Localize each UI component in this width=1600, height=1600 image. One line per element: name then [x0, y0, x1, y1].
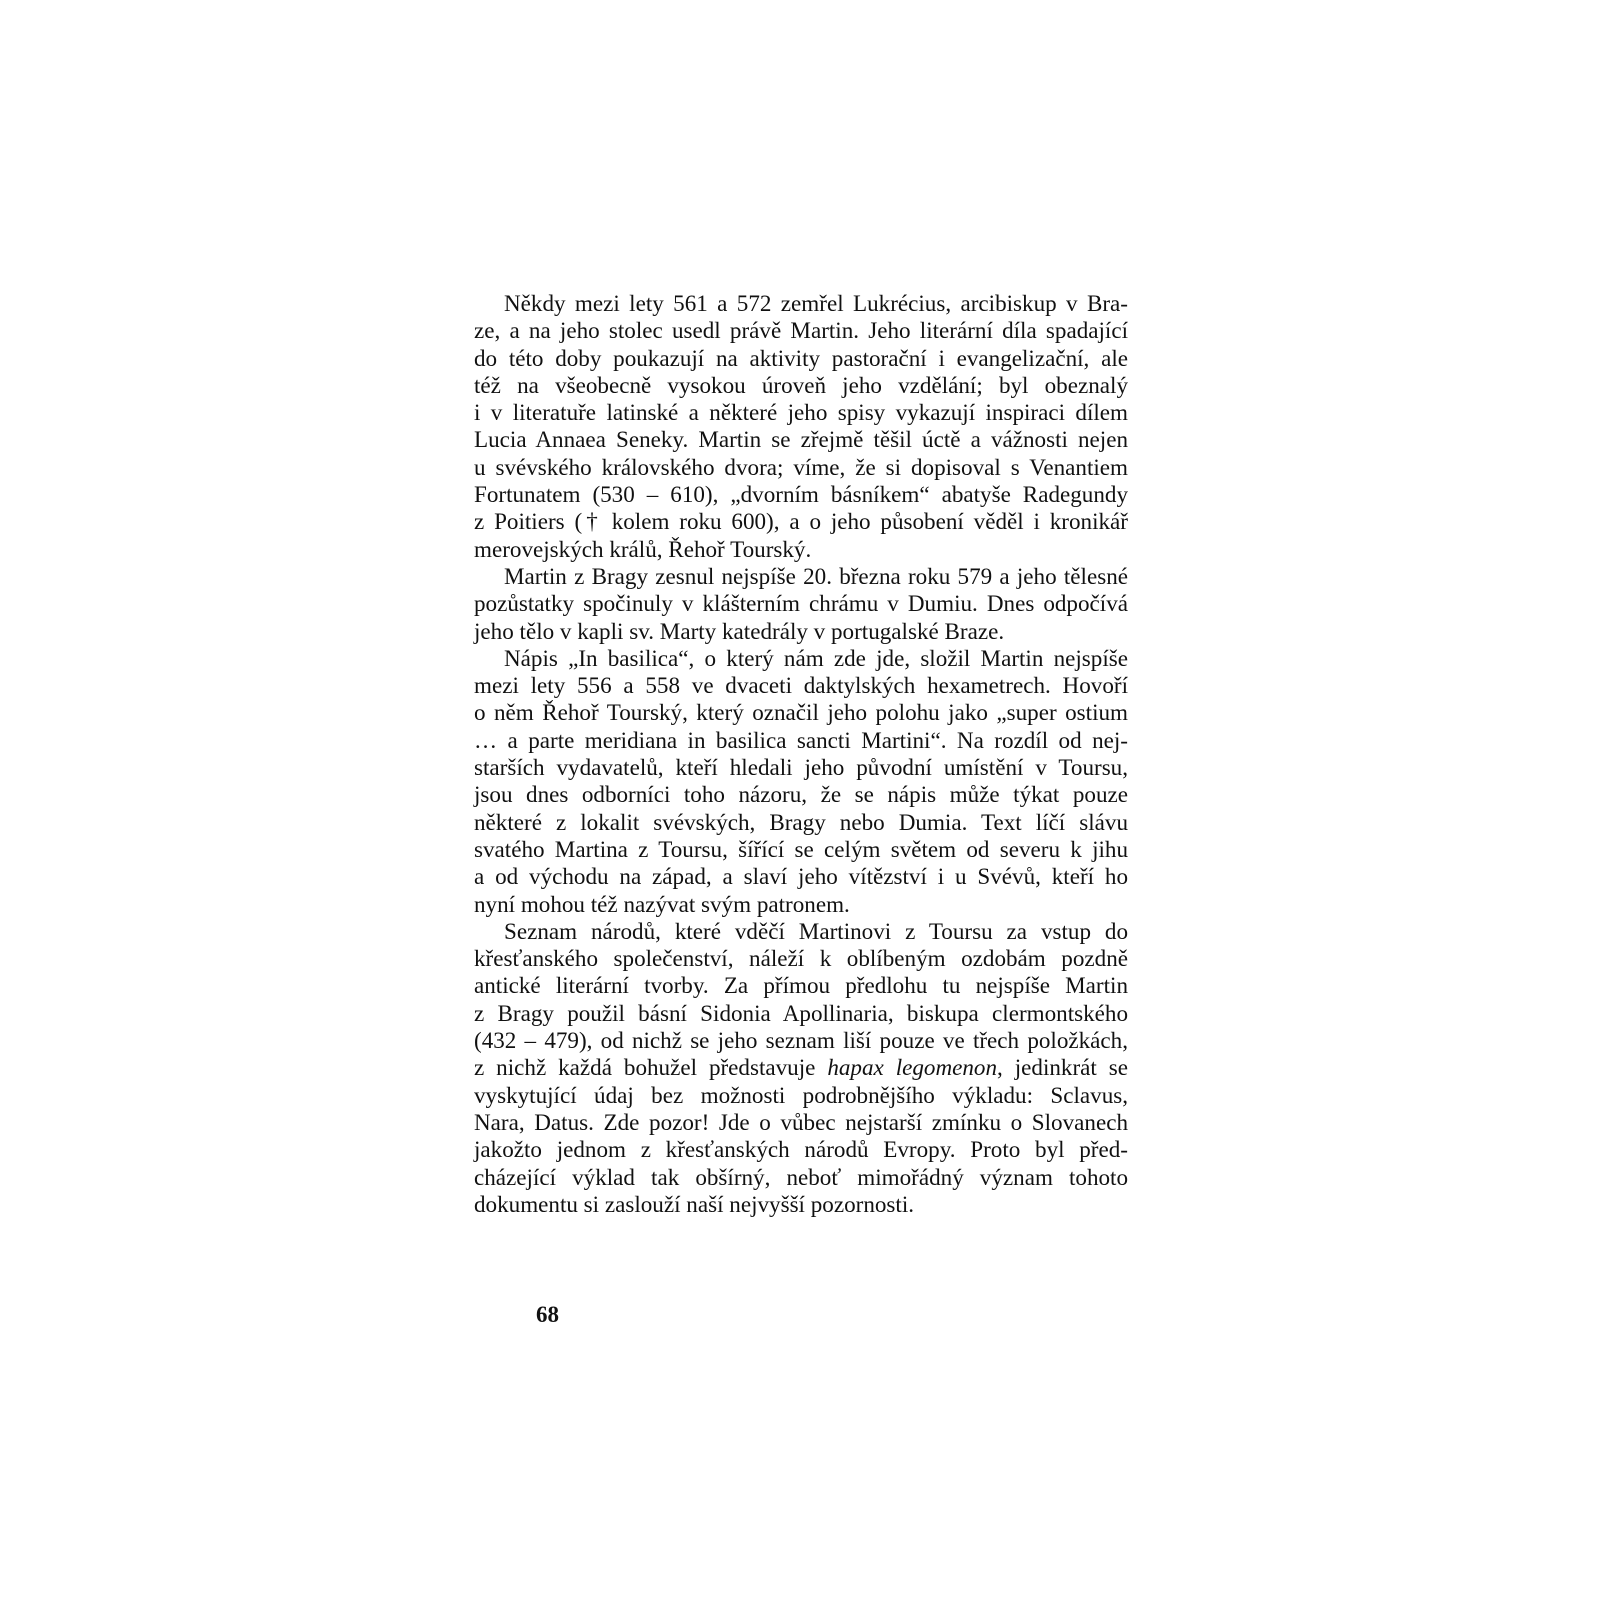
paragraph [474, 290, 1128, 563]
text-line: Nara, Datus. Zde pozor! Jde o vůbec nejstarší zmínku o Slovanech [474, 1108, 1128, 1135]
text-line: svatého Martina z Toursu, šířící se celým světem od severu k jihu [474, 835, 1128, 862]
text-line: do této doby poukazují na aktivity pastorační i evangelizační, ale [474, 344, 1128, 371]
text-line: cházející výklad tak obšírný, neboť mimořádný význam tohoto [474, 1163, 1128, 1190]
text-line: křesťanského společenství, náleží k oblíbeným ozdobám pozdně [474, 945, 1128, 972]
text-line: Fortunatem (530 – 610), „dvorním básníkem“ abatyše Radegundy [474, 481, 1128, 508]
text-line: o něm Řehoř Tourský, který označil jeho polohu jako „super ostium [474, 699, 1128, 726]
text-line: z Bragy použil básní Sidonia Apollinaria, biskupa clermontského [474, 999, 1128, 1026]
body-text [474, 290, 1128, 1218]
text-line: mezi lety 556 a 558 ve dvaceti daktylských hexametrech. Hovoří [474, 672, 1128, 699]
text-line: (432 – 479), od nichž se jeho seznam liší pouze ve třech položkách, [474, 1027, 1128, 1054]
text-line: Nápis „In basilica“, o který nám zde jde, složil Martin nejspíše [504, 644, 1128, 671]
text-line: ze, a na jeho stolec usedl právě Martin. Jeho literární díla spadající [474, 317, 1128, 344]
text-line: vyskytující údaj bez možnosti podrobnějšího výkladu: Sclavus, [474, 1081, 1128, 1108]
paragraph [474, 645, 1128, 918]
text-line: též na všeobecně vysokou úroveň jeho vzdělání; byl obeznalý [474, 371, 1128, 398]
text-line: i v literatuře latinské a některé jeho spisy vykazují inspiraci dílem [474, 399, 1128, 426]
text-line: a od východu na západ, a slaví jeho vítězství i u Svévů, kteří ho [474, 863, 1128, 890]
paragraph [474, 563, 1128, 645]
text-line: pozůstatky spočinuly v klášterním chrámu v Dumiu. Dnes odpočívá [474, 590, 1128, 617]
text-line: starších vydavatelů, kteří hledali jeho původní umístění v Toursu, [474, 754, 1128, 781]
text-line: u svévského královského dvora; víme, že si dopisoval s Venantiem [474, 453, 1128, 480]
text-line: jakožto jednom z křesťanských národů Evropy. Proto byl před- [474, 1136, 1128, 1163]
text-line: … a parte meridiana in basilica sancti Martini“. Na rozdíl od nej- [474, 726, 1128, 753]
text-line: z nichž každá bohužel představuje hapax legomenon, jedinkrát se [474, 1054, 1128, 1081]
text-line: merovejských králů, Řehoř Tourský. [474, 535, 812, 562]
text-line: Seznam národů, které vděčí Martinovi z Toursu za vstup do [504, 917, 1128, 944]
text-line: z Poitiers († kolem roku 600), a o jeho působení věděl i kronikář [474, 508, 1128, 535]
emphasis-text: hapax legomenon [827, 1054, 998, 1081]
text-line: Martin z Bragy zesnul nejspíše 20. března roku 579 a jeho tělesné [504, 562, 1128, 589]
page-number: 68 [536, 1302, 559, 1327]
text-line: antické literární tvorby. Za přímou předlohu tu nejspíše Martin [474, 972, 1128, 999]
text-line: jsou dnes odborníci toho názoru, že se nápis může týkat pouze [474, 781, 1128, 808]
text-line: Lucia Annaea Seneky. Martin se zřejmě těšil úctě a vážnosti nejen [474, 426, 1128, 453]
text-line: jeho tělo v kapli sv. Marty katedrály v portugalské Braze. [474, 617, 1005, 644]
text-line: nyní mohou též nazývat svým patronem. [474, 890, 850, 917]
paragraph [474, 918, 1128, 1218]
text-line: Někdy mezi lety 561 a 572 zemřel Lukrécius, arcibiskup v Bra- [504, 290, 1128, 316]
text-line: dokumentu si zaslouží naší nejvyšší pozornosti. [474, 1190, 915, 1217]
text-line: některé z lokalit svévských, Bragy nebo Dumia. Text líčí slávu [474, 808, 1128, 835]
